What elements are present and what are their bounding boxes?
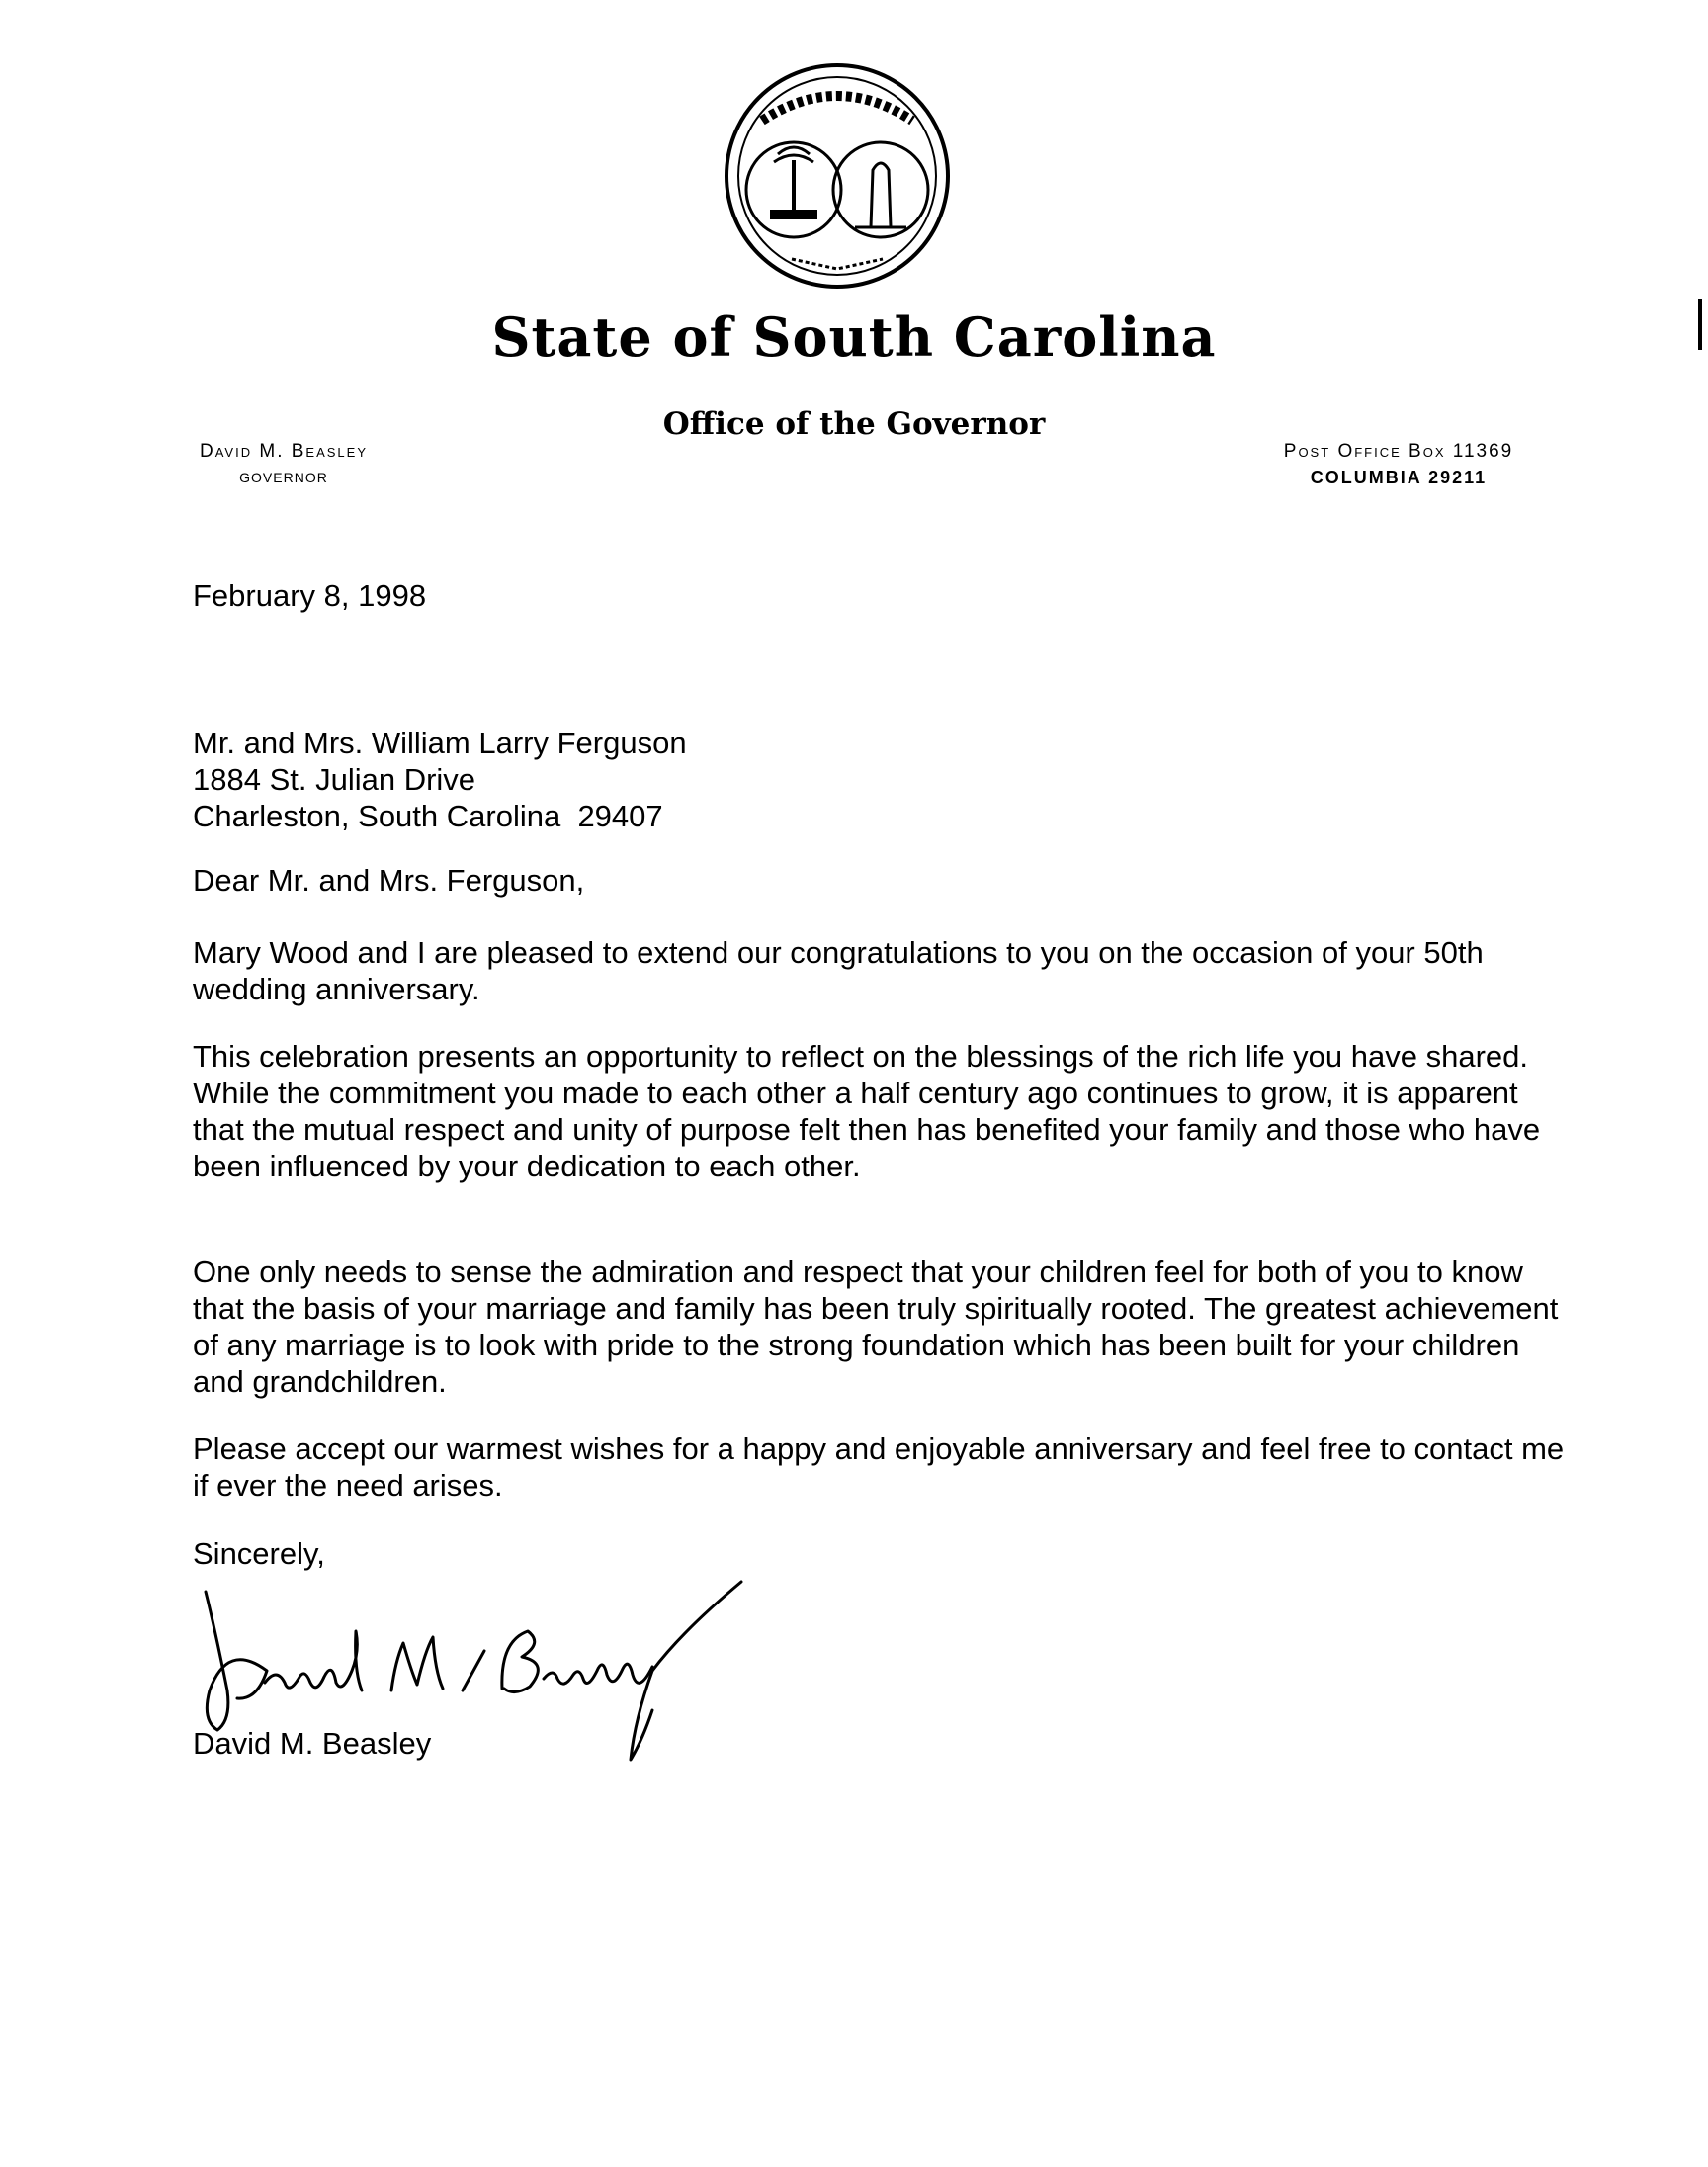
paragraph-4: Please accept our warmest wishes for a happy and enjoyable anniversary and feel free to contact me if ever the need arises. <box>193 1431 1565 1503</box>
recipient-line-2: 1884 St. Julian Drive <box>193 762 476 797</box>
state-seal-icon <box>723 61 952 291</box>
paragraph-3: One only needs to sense the admiration and respect that your children feel for both of you to know that the basis of your marriage and family has been truly spiritually rooted. The greatest achievement of any marriage is to look with pride to the strong foundation which has been built for your children and grandchildren. <box>193 1255 1559 1399</box>
letterhead-title: State of South Carolina <box>491 305 1217 369</box>
governor-block <box>170 441 397 486</box>
letterhead-office: Office of the Governor <box>662 406 1046 442</box>
recipient-line-1: Mr. and Mrs. William Larry Ferguson <box>193 726 687 760</box>
governor-name: David M. Beasley <box>199 441 369 462</box>
po-box: Post Office Box 11369 <box>1283 441 1514 462</box>
salutation: Dear Mr. and Mrs. Ferguson, <box>193 863 585 898</box>
paragraph-2: This celebration presents an opportunity to reflect on the blessings of the rich life you have shared. While the commitment you made to each other a half century ago continues to grow, it is apparent that the mutual respect and unity of purpose felt then has benefited your family and those who have been influenced by your dedication to each other. <box>193 1039 1541 1183</box>
recipient-address <box>193 725 1577 834</box>
city-zip: COLUMBIA 29211 <box>1310 467 1488 487</box>
governor-title: GOVERNOR <box>239 469 328 485</box>
signatory-name: David M. Beasley <box>193 1726 432 1761</box>
address-block <box>1255 441 1542 488</box>
closing: Sincerely, <box>193 1536 325 1571</box>
letter-date: February 8, 1998 <box>193 578 427 613</box>
paragraph-1: Mary Wood and I are pleased to extend our congratulations to you on the occasion of your 50th wedding anniversary. <box>193 935 1484 1006</box>
recipient-line-3: Charleston, South Carolina 29407 <box>193 799 663 833</box>
